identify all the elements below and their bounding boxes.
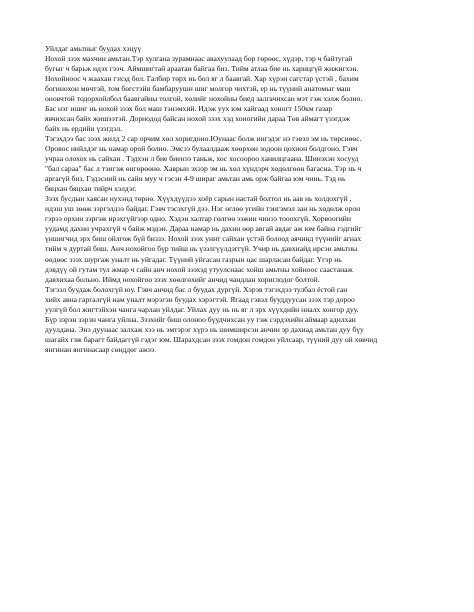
text-line: шагайх гэж барагт байдаггүй гэдэг юм. Шарахдсан зээх гомдон гомдон уйлсаар, түүний дуу ой хөвчид: [45, 334, 378, 344]
text-line: давхихаа больно. Иймд нохойгоо зээх хөөлгөхийг анчид чандлан хориглодог болтой.: [45, 274, 320, 284]
document-title: Уйлдаг амьтныг буудах хэцүү: [45, 44, 142, 53]
text-line: хийх авна гаргалгүй нам уналт мэрэгэн буудах хэрэгтэй. Ягаад гэвэл бууддуусан зээх тэр дороо: [45, 294, 355, 304]
text-line: оновчтой тодорхойлбол баавгайны толгой, хөлийг нохойны биед залгачихсан мэт гэж хэлж болно.: [45, 93, 363, 103]
text-line: "бал сараа" бас л тэнгэж өнгөрөөнө. Хаврын эхээр эм нь хөл хүндэрч хөдөлгөөн багасна. Тэр нь ч: [45, 164, 362, 174]
text-line: дуулдана. Энэ дуунаас залхаж хээ нь эмтэрэг хүрэ нь шимширсэн анчин эр дахиад амьтан дуу бүу: [45, 324, 364, 334]
text-line: гэрээ орхин зэргэж ирэхгүйгээр одно. Хэдэн халтар гөлгөө ээжин чинээ тооохгүй. Хорвоогийн: [45, 214, 351, 224]
text-line: Оровос нийлдэг нь намар орой болно. Эмсээ булаалдааж хөөрхөн зодоон цохион болдгоно. Гэвч: [45, 144, 358, 154]
text-line: уудамд дахин учрахгүй ч байж мэдэн. Дараа намар нь дахин өөр авгай авдаг аж юм байна гэдгийг: [45, 224, 362, 234]
text-line: явчихсан байх жишээтэй. Дорнодод байсан нохой зээх хэд хоногийн дараа Төв аймагт үзэгдэж: [45, 113, 351, 123]
text-line: өөдөөс зээх шургаж уналт нь уйгадаг. Түүний уйгасан газрын цас шарласан байдаг. Үгэр нь: [45, 254, 342, 264]
text-line: Тэгээл буудаж болохгүй юу. Гэвч анчид бас л буудах дургүй. Хэрэв тэгэхдээ тулбал ёстой ган: [45, 284, 348, 294]
text-line: уулгүй бол жигтэйхэн чанга чарлан уйлдаг. Уйлах дуу нь нь яг л эрх хүүхдийн ниалх хонгор дуу.: [45, 304, 359, 314]
text-line: байх нь ердийн үзэгдэл.: [45, 123, 123, 133]
text-line: бяцхан бяцхан тийрч хэлдэг.: [45, 184, 137, 194]
text-line: богинохон мөчтэй, том бөгстэйн бамбаруушн шиг молгор чихтэй, ер нь түүний анатомыг маш: [45, 83, 351, 93]
text-line: Бас нэг ишиг нь нохой зээх бол маш тэнэмхий. Идэж уух юм хайгаад хоногт 150км газар: [45, 103, 333, 113]
text-line: аргагүй биз. Гэдэсний нь сайн муу ч гэсэн 4-9 шираг амьтан амь орж байгаа юм чинь. Тэд нь: [45, 174, 346, 184]
text-line: Нохойноос ч жаахан гэхэд бол. Галбир төрх нь бол яг л баавгай. Хар хүрэн сагстар үстэй , бахим: [45, 73, 359, 83]
document-page: [45, 44, 435, 355]
text-line: дэвдүү ой гутам тул жмар ч сайн анч нохой зээхэд утуулснаас хойш амьтны хойноос саастанаж: [45, 264, 353, 274]
text-line: бугыг ч барьж идэх гээч. Аймшигтай араатан байгаа биз. Тийм атлаа бие нь харицгүй жижигхэн.: [45, 63, 359, 73]
text-line: янгинан янгинасаар сөнддөг ажээ.: [45, 344, 157, 354]
text-line: тийм ч дуртай биш. Анч нохойгоо бүр тийш нь үзэлгүүлдэггүй. Учир нь давхиайд ирсэн амьтны: [45, 244, 358, 254]
text-line: учраа олохох нь сайхан . Тэдхэн л бие биенээ таньж, хос хосоороо ханилцгаана. Шинэхэн хосууд: [45, 154, 359, 164]
text-line: Тэгэхдээ бас зээх жилд 2 сар орчим хөл хоригдоно.Юунаас болж ингэдэг нэ гэвэл эм нь төрснөөс.: [45, 133, 362, 143]
text-line: Нохой зээх махчин амьтан.Тэр хулгана зурамнаас авахуулаад бор гөрөөс, хүдэр, тэр ч байтугай: [45, 53, 353, 63]
text-line: Бүр зэрэн зэрэн чанга уйлна. Зээхийг биш олоноо бүудчихсан уу гэж сэрдэхийн аймаар адилхан: [45, 314, 356, 324]
text-line: Зээх бусдын хаясан нухэнд төрнө. Хүүхдүүдээ хоёр сарын настай болтол нь аав нь холдохгүй ,: [45, 194, 352, 204]
text-line: үншигчид эрх биш ойлгож бүй биззэ. Нохой зээх уннт сайхан үстэй болоод аячинд түүнийг агнах: [45, 234, 362, 244]
document-body: [45, 54, 435, 355]
text-line: идэш уш зөөж зэргэлдээ байдаг. Гэвч тэсэхгүй дээ. Нэг өглөө угийн тэнгэмэл зан нь хөдөлж орон: [45, 204, 361, 214]
